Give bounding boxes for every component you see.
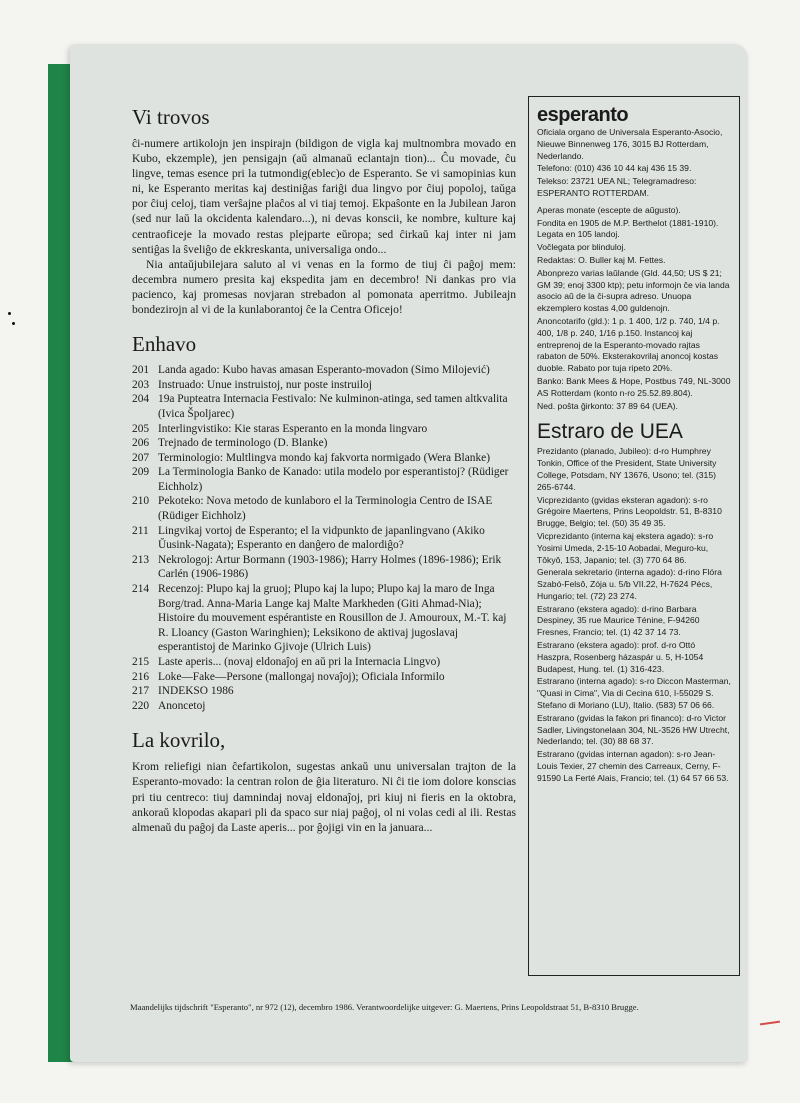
- contents-item: [132, 465, 516, 494]
- board-member: Generala sekretario (interna agado): d-rino Flóra Szabó-Felsô, Zója u. 5/b VII.22, H-7624 Pécs, Hungario; tel. (72) 23 274.: [537, 567, 722, 601]
- contents-page: 213: [132, 553, 150, 566]
- masthead-line: Aperas monate (escepte de aŭgusto).: [537, 204, 681, 215]
- contents-page: 216: [132, 670, 150, 683]
- contents-item: [132, 670, 516, 685]
- masthead-line: Anoncotarifo (gld.): 1 p. 1 400, 1/2 p. 740, 1/4 p. 400, 1/8 p. 240, 1/16 p.150. Instancoj kaj entreprenoj de la Esperanto-movado rajtas rabaton de 50%. Eksterakovrilaj anoncoj kostas duoble. Rabato por tuja ripeto 20%.: [537, 315, 720, 374]
- board-member: Estrarano (gvidas la fakon pri financo): d-ro Victor Sadler, Livingstonelaan 304, NL-3526 HW Utrecht, Nederlando; tel. (30) 88 68 37.: [537, 712, 730, 747]
- contents-page: 215: [132, 656, 150, 668]
- contents-title: Enhavo: [132, 332, 197, 357]
- article-title: Vi trovos: [132, 105, 210, 129]
- imprint-footer: Maandelijks tijdschrift "Esperanto", nr 972 (12), decembro 1986. Verantwoordelijke uitgever: G. Maertens, Prins Leopoldstraat 51, B-8310 Brugge.: [130, 1002, 639, 1012]
- contents-item: [132, 524, 516, 553]
- board-member: Estrarano (gvidas internan agadon): s-ro Jean-Louis Texier, 27 chemin des Carreaux, Cerny, F-91590 La Ferté Alais, Francio; tel. (1) 64 57 66 53.: [537, 749, 729, 783]
- contents-text: Laste aperis... (novaj eldonaĵoj en aŭ pri la Internacia Lingvo): [158, 656, 441, 668]
- contents-item: [132, 494, 516, 523]
- contents-text: Pekoteko: Nova metodo de kunlaboro el la Terminologia Centro de ISAE (Rüdiger Eichholz): [158, 495, 493, 523]
- contents-page: 207: [132, 451, 150, 464]
- contents-item: [132, 582, 516, 655]
- contents-text: Interlingvistiko: Kie staras Esperanto en la monda lingvaro: [158, 422, 428, 435]
- masthead-line: Abonprezo varias laŭlande (Gld. 44,50; US $ 21; GM 39; enoj 3300 ktp); petu informojn ĉe via landa asocio aŭ de la ĉi-supra adreso. Unuopa ekzemplero kostas 4,00 guldenojn.: [537, 267, 730, 314]
- contents-page: 201: [132, 364, 150, 377]
- contents-text: Lingvikaj vortoj de Esperanto; el la vidpunkto de japanlingvano (Akiko Ŭusink-Nagata); Esperanto en danĝero de malordiĝo?: [158, 524, 485, 552]
- contents-page: 217: [132, 685, 150, 698]
- contents-text: Terminologio: Multlingva mondo kaj fakvorta normigado (Wera Blanke): [158, 451, 491, 464]
- contents-page: 220: [132, 699, 150, 712]
- contents-item: [132, 553, 516, 582]
- board-member: Prezidanto (planado, Jubileo): d-ro Humphrey Tonkin, Office of the President, State University College, Potsdam, NY 13676, Usono; tel. (315) 265-6744.: [537, 446, 717, 492]
- masthead-line: Telefono: (010) 436 10 44 kaj 436 15 39.: [537, 163, 692, 174]
- contents-list: [132, 363, 516, 713]
- contents-text: Landa agado: Kubo havas amasan Esperanto-movadon (Simo Milojević): [158, 364, 490, 377]
- contents-item: [132, 378, 516, 393]
- contents-page: 204: [132, 393, 150, 406]
- magazine-page: [70, 44, 748, 1062]
- contents-item: [132, 392, 516, 421]
- cover-paragraph: Krom reliefigi nian ĉefartikolon, sugestas ankaŭ unu universalan trajton de la Esperanto-movado: la centran rolon de ĝia literaturo. Ni ĉi tie iom dolore konscias pri tiu centreco: tiuj damnindaj novaj eldonaĵoj, pri kiuj ni fieris en la oktobra, ankoraŭ klopodas akapari pli da spaco sur niaj paĝoj, ol ni volas cedi al ili. Restas almenaŭ du paĝoj da Laste aperis... por ĝojigi vin en la januara...: [132, 760, 516, 834]
- masthead-line: Voĉlegata por blinduloj.: [537, 242, 626, 253]
- board-member: Estrarano (interna agado): s-ro Diccon Masterman, "Quasi in Cima", Via di Cecina 610, I-55029 S. Stefano di Moriano (LU), Italio. (583) 57 06 66.: [537, 676, 731, 711]
- contents-page: 210: [132, 495, 150, 508]
- contents-page: 203: [132, 378, 150, 391]
- board-member: Vicprezidanto (interna kaj ekstera agado): s-ro Yosimi Umeda, 2-15-10 Aobadai, Meguro-ku, Tôkyô, 153, Japanio; tel. (3) 770 64 86.: [537, 530, 714, 565]
- masthead-title: esperanto: [537, 104, 629, 126]
- contents-item: [132, 699, 516, 714]
- ink-speck: [12, 322, 15, 325]
- cover-title: La kovrilo,: [132, 728, 226, 753]
- masthead-line: Fondita en 1905 de M.P. Berthelot (1881-1910). Legata en 105 landoj.: [537, 217, 719, 240]
- masthead-box: [528, 96, 740, 976]
- contents-text: Anoncetoj: [158, 699, 206, 712]
- board-title: Estraro de UEA: [537, 420, 683, 444]
- contents-page: 209: [132, 466, 150, 479]
- masthead-line: Redaktas: O. Buller kaj M. Fettes.: [537, 254, 666, 265]
- contents-text: INDEKSO 1986: [158, 685, 234, 698]
- board-member: Estrarano (ekstera agado): d-rino Barbara Despiney, 35 rue Maurice Ténine, F-94260 Fresnes, Francio; tel. (1) 42 37 14 73.: [537, 603, 700, 638]
- masthead-line: Oficiala organo de Universala Esperanto-Asocio, Nieuwe Binnenweg 176, 3015 BJ Rotterdam, Nederlando.: [537, 127, 723, 161]
- contents-item: [132, 655, 516, 670]
- contents-item: [132, 363, 516, 378]
- article-paragraph-1: ĉi-numere artikolojn jen inspirajn (bildigon de vigla kaj multnombra movado en Kubo, ekzemple), jen pensigajn (aŭ almanaŭ eclantajn tion)... Ĉu movade, ĉu lingve, temas esence pri la tutmondig(eblec)o de Esperanto. Se vi samopinias kun ni, ke Esperanto meritas kaj destiniĝas fariĝi dua lingvo por ĉiuj popoloj, taŭga por ĉiuj celoj, tiam verŝajne plaĉos al vi tiaj temoj. Ekpaŝonte en la Jubilean Jaron (sed nur laŭ la okcidenta kalendaro...), ni devas konscii, ke nombre, kulture kaj centraoficeje la movado restas plejparte eŭropa; sed ĉirkaŭ kaj inter ni jam sentiĝas la ŝveliĝo de ekkreskanta, universaliga ondo...: [132, 137, 516, 256]
- masthead-line: Banko: Bank Mees & Hope, Postbus 749, NL-3000 AS Rotterdam (konto n-ro 25.52.89.804).: [537, 375, 731, 398]
- contents-text: Recenzoj: Plupo kaj la gruoj; Plupo kaj la lupo; Plupo kaj la maro de Inga Borg/trad. Anna-Maria Lange kaj Malte Markheden (Giti Ahmad-Nia); Histoire du mouvement espérantiste en Rousillon de J. Amouroux, M.-T. kaj R. Lloancy (Gaston Waringhien); Leksikono de aktivaj jugoslavaj esperantistoj de Marinko Gjivoje (Ulrich Luis): [158, 583, 507, 654]
- contents-page: 205: [132, 422, 150, 435]
- contents-item: [132, 422, 516, 437]
- main-column: [132, 104, 516, 835]
- masthead-line: Telekso: 23721 UEA NL; Telegramadreso: ESPERANTO ROTTERDAM.: [537, 176, 697, 198]
- board-member: Vicprezidanto (gvidas eksteran agadon): s-ro Grégoire Maertens, Prins Leopoldstr. 51, B-8310 Brugge, Belgio; tel. (50) 35 49 35.: [537, 494, 722, 529]
- contents-text: La Terminologia Banko de Kanado: utila modelo por esperantistoj? (Rüdiger Eichholz): [158, 466, 509, 493]
- contents-page: 214: [132, 583, 150, 596]
- article-paragraph-2: Nia antaŭjubilejara saluto al vi venas en la formo de tiuj ĉi paĝoj mem: decembra numero presita kaj ekspedita jam en decembro! Ni dankas pro via pacienco, kaj promesas novjaran strebadon al pomonata aperritmo. Jubileajn bondezirojn al vi de la kunlaborantoj ĉe la Centra Oficejo!: [132, 257, 516, 317]
- contents-text: Loke—Fake—Persone (mallongaj novaĵoj); Oficiala Informilo: [158, 670, 445, 683]
- contents-item: [132, 436, 516, 451]
- ink-speck: [8, 312, 11, 315]
- contents-text: Instruado: Unue instruistoj, nur poste instruiloj: [158, 378, 372, 391]
- contents-item: [132, 684, 516, 699]
- masthead-line: Ned. poŝta ĝirkonto: 37 89 64 (UEA).: [537, 400, 678, 411]
- contents-page: 211: [132, 524, 149, 537]
- contents-page: 206: [132, 437, 150, 450]
- red-pen-mark: [760, 1021, 780, 1026]
- contents-text: 19a Pupteatra Internacia Festivalo: Ne kulminon-atinga, sed tamen altkvalita (Ivica Špoljarec): [158, 393, 508, 420]
- contents-item: [132, 451, 516, 466]
- contents-text: Trejnado de terminologo (D. Blanke): [158, 437, 328, 450]
- board-member: Estrarano (ekstera agado): prof. d-ro Ottó Haszpra, Rosenberg házaspár u. 5, H-1054 Budapest, Hung. tel. (1) 316-423.: [537, 640, 704, 674]
- contents-text: Nekrologoj: Artur Bormann (1903-1986); Harry Holmes (1896-1986); Erik Carlén (1906-1986): [158, 553, 502, 581]
